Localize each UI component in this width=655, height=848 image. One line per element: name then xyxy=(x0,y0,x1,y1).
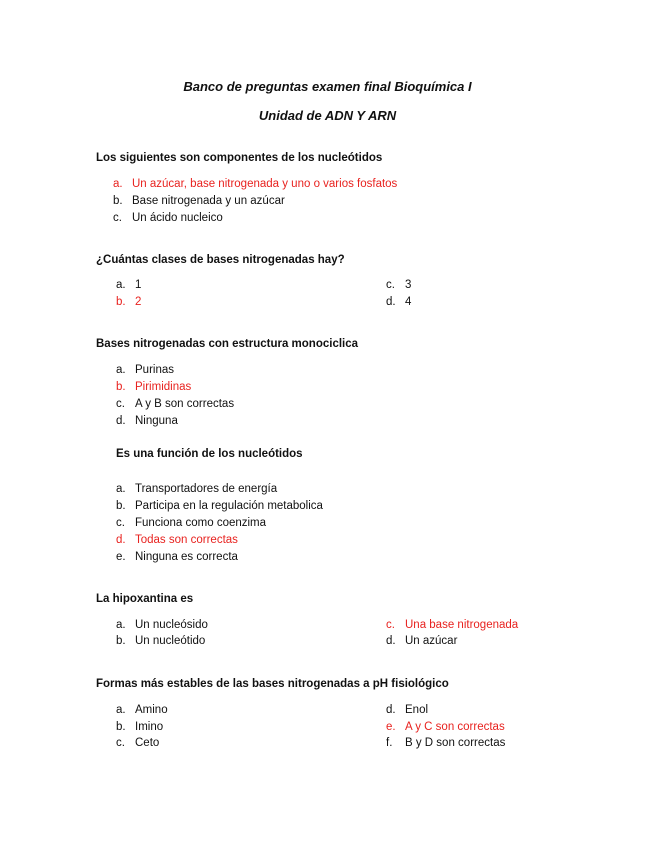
document-subtitle: Unidad de ADN Y ARN xyxy=(258,108,397,123)
option xyxy=(113,212,223,224)
question-5: La hipoxantina es xyxy=(96,593,194,605)
option-text: Una base nitrogenada xyxy=(405,619,519,631)
option-text: 2 xyxy=(135,296,142,308)
option-letter: e. xyxy=(386,721,396,733)
question-2: ¿Cuántas clases de bases nitrogenadas hay? xyxy=(96,254,345,266)
option xyxy=(386,635,457,647)
option xyxy=(116,364,174,376)
option-letter: a. xyxy=(116,704,126,716)
question-4: Es una función de los nucleótidos xyxy=(116,448,303,460)
option xyxy=(116,635,205,647)
option-letter: b. xyxy=(116,721,126,733)
option-text: Un azúcar, base nitrogenada y uno o varios fosfatos xyxy=(132,178,398,190)
option-letter: c. xyxy=(116,737,125,749)
option-text: Purinas xyxy=(135,364,174,376)
option-letter: c. xyxy=(113,212,122,224)
option xyxy=(386,737,505,749)
option xyxy=(116,704,168,716)
option xyxy=(116,483,277,495)
option-letter: d. xyxy=(386,296,396,308)
option-letter: d. xyxy=(386,635,396,647)
option xyxy=(113,178,397,190)
option-letter: c. xyxy=(386,279,395,291)
option xyxy=(116,737,159,749)
option-letter: e. xyxy=(116,551,126,563)
document-title: Banco de preguntas examen final Bioquímica I xyxy=(183,79,472,94)
option-text: Transportadores de energía xyxy=(135,483,278,495)
option xyxy=(116,381,191,393)
option xyxy=(116,721,163,733)
option-text: Un nucleósido xyxy=(135,619,208,631)
option xyxy=(116,534,238,546)
option-letter: b. xyxy=(116,635,126,647)
option-text: Un azúcar xyxy=(405,635,458,647)
option-letter: b. xyxy=(116,296,126,308)
option-text: B y D son correctas xyxy=(405,737,506,749)
option xyxy=(116,415,178,427)
option-letter: b. xyxy=(116,500,126,512)
option-text: A y B son correctas xyxy=(135,398,235,410)
option-letter: a. xyxy=(116,364,126,376)
option-letter: f. xyxy=(386,737,393,749)
option-text: Ninguna es correcta xyxy=(135,551,238,563)
option-letter: d. xyxy=(386,704,396,716)
option-text: 1 xyxy=(135,279,142,291)
option-text: Participa en la regulación metabolica xyxy=(135,500,323,512)
option-text: Base nitrogenada y un azúcar xyxy=(132,195,285,207)
option-letter: a. xyxy=(116,279,126,291)
option xyxy=(386,704,428,716)
question-6: Formas más estables de las bases nitrogenadas a pH fisiológico xyxy=(96,678,449,690)
option xyxy=(116,619,208,631)
option-text: Un ácido nucleico xyxy=(132,212,223,224)
option-text: Imino xyxy=(135,721,164,733)
question-1: Los siguientes son componentes de los nucleótidos xyxy=(96,152,383,164)
option-letter: a. xyxy=(116,483,126,495)
option xyxy=(116,500,323,512)
option-text: Funciona como coenzima xyxy=(135,517,267,529)
option-letter: b. xyxy=(116,381,126,393)
option-letter: d. xyxy=(116,534,126,546)
option xyxy=(116,279,141,291)
option xyxy=(113,195,285,207)
option-letter: b. xyxy=(113,195,123,207)
option-letter: c. xyxy=(386,619,395,631)
option xyxy=(116,296,141,308)
option xyxy=(386,279,411,291)
option-letter: c. xyxy=(116,517,125,529)
option-text: Ceto xyxy=(135,737,160,749)
option-text: Ninguna xyxy=(135,415,178,427)
option xyxy=(386,296,411,308)
option-letter: a. xyxy=(113,178,123,190)
option xyxy=(116,398,234,410)
option-text: Amino xyxy=(135,704,168,716)
option-text: Pirimidinas xyxy=(135,381,192,393)
option-text: Todas son correctas xyxy=(135,534,238,546)
question-3: Bases nitrogenadas con estructura monociclica xyxy=(96,338,359,350)
option xyxy=(386,619,518,631)
option xyxy=(116,517,266,529)
option-text: A y C son correctas xyxy=(405,721,505,733)
option-letter: d. xyxy=(116,415,126,427)
option-letter: a. xyxy=(116,619,126,631)
option-text: 3 xyxy=(405,279,412,291)
option-text: Un nucleótido xyxy=(135,635,206,647)
option xyxy=(116,551,238,563)
option-text: Enol xyxy=(405,704,429,716)
option xyxy=(386,721,505,733)
option-text: 4 xyxy=(405,296,412,308)
option-letter: c. xyxy=(116,398,125,410)
